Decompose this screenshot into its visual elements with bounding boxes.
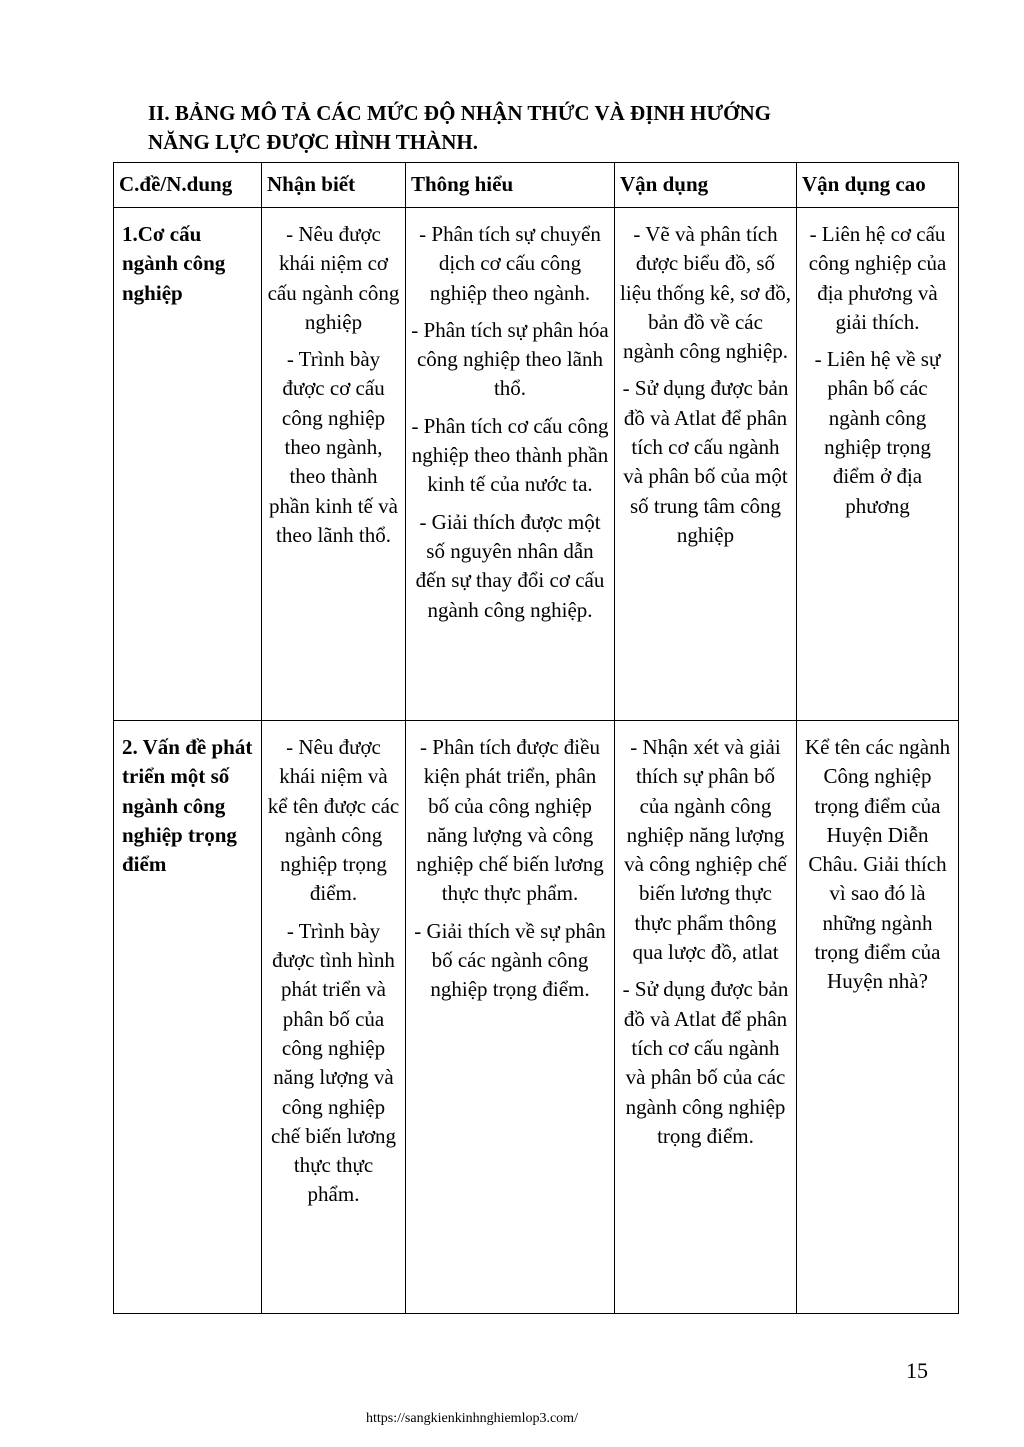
cell-item: - Phân tích sự phân hóa công nghiệp theo lãnh thổ.	[411, 317, 609, 401]
cell-item: - Phân tích được điều kiện phát triển, phân bố của công nghiệp năng lượng và công nghiệp chế biến lương thực thực phẩm.	[416, 735, 604, 906]
table-row	[114, 721, 959, 1314]
cell-item: - Nhận xét và giải thích sự phân bố của ngành công nghiệp năng lượng và công nghiệp chế biến lương thực thực phẩm thông qua lược đồ, atlat	[624, 735, 787, 965]
cell-van-dung	[615, 721, 797, 1314]
page-number: 15	[906, 1358, 928, 1383]
section-heading	[148, 99, 928, 157]
footer-url: https://sangkienkinhnghiemlop3.com/	[366, 1411, 578, 1426]
cell-item: Kể tên các ngành Công nghiệp trọng điểm của Huyện Diễn Châu. Giải thích vì sao đó là những ngành trọng điểm của Huyện nhà?	[804, 735, 951, 994]
header-nhan-biet: Nhận biết	[262, 163, 406, 208]
cell-item: - Trình bày được tình hình phát triển và phân bố của công nghiệp năng lượng và công nghiệp chế biến lương thực thực phẩm.	[270, 918, 397, 1207]
cell-item: - Sử dụng được bản đồ và Atlat để phân tích cơ cấu ngành và phân bố của một số trung tâm công nghiệp	[622, 376, 789, 547]
header-topic: C.đề/N.dung	[114, 163, 262, 208]
cell-item: - Liên hệ về sự phân bố các ngành công nghiệp trọng điểm ở địa phương	[814, 347, 941, 518]
header-van-dung: Vận dụng	[615, 163, 797, 208]
header-van-dung-cao: Vận dụng cao	[797, 163, 959, 208]
cell-item: - Phân tích sự chuyển dịch cơ cấu công nghiệp theo ngành.	[419, 222, 601, 305]
cell-item: - Phân tích cơ cấu công nghiệp theo thành phần kinh tế của nước ta.	[411, 413, 609, 497]
cell-item: - Nêu được khái niệm cơ cấu ngành công nghiệp	[267, 222, 400, 334]
row-topic: 1.Cơ cấu ngành công nghiệp	[114, 208, 262, 721]
cell-thong-hieu	[406, 208, 615, 721]
table-row	[114, 208, 959, 721]
table-header-row	[114, 163, 959, 208]
cell-item: - Sử dụng được bản đồ và Atlat để phân tích cơ cấu ngành và phân bố của các ngành công nghiệp trọng điểm.	[622, 977, 789, 1148]
heading-line-2: NĂNG LỰC ĐƯỢC HÌNH THÀNH.	[148, 130, 478, 154]
competency-matrix-table	[113, 162, 959, 1314]
header-thong-hieu: Thông hiểu	[406, 163, 615, 208]
cell-nhan-biet	[262, 721, 406, 1314]
cell-nhan-biet	[262, 208, 406, 721]
cell-thong-hieu	[406, 721, 615, 1314]
cell-item: - Giải thích về sự phân bố các ngành công nghiệp trọng điểm.	[414, 918, 606, 1002]
cell-item: - Giải thích được một số nguyên nhân dẫn đến sự thay đổi cơ cấu ngành công nghiệp.	[415, 509, 605, 622]
row-topic: 2. Vấn đề phát triển một số ngành công nghiệp trọng điểm	[114, 721, 262, 1314]
heading-line-1: II. BẢNG MÔ TẢ CÁC MỨC ĐỘ NHẬN THỨC VÀ ĐỊNH HƯỚNG	[148, 101, 772, 125]
cell-item: - Liên hệ cơ cấu công nghiệp của địa phương và giải thích.	[808, 222, 947, 334]
cell-van-dung	[615, 208, 797, 721]
cell-van-dung-cao	[797, 208, 959, 721]
cell-van-dung-cao	[797, 721, 959, 1314]
cell-item: - Vẽ và phân tích được biểu đồ, số liệu thống kê, sơ đồ, bản đồ về các ngành công nghiệp.	[620, 222, 791, 364]
cell-item: - Nêu được khái niệm và kể tên được các ngành công nghiệp trọng điểm.	[267, 735, 400, 906]
cell-item: - Trình bày được cơ cấu công nghiệp theo ngành, theo thành phần kinh tế và theo lãnh thổ.	[269, 347, 398, 547]
